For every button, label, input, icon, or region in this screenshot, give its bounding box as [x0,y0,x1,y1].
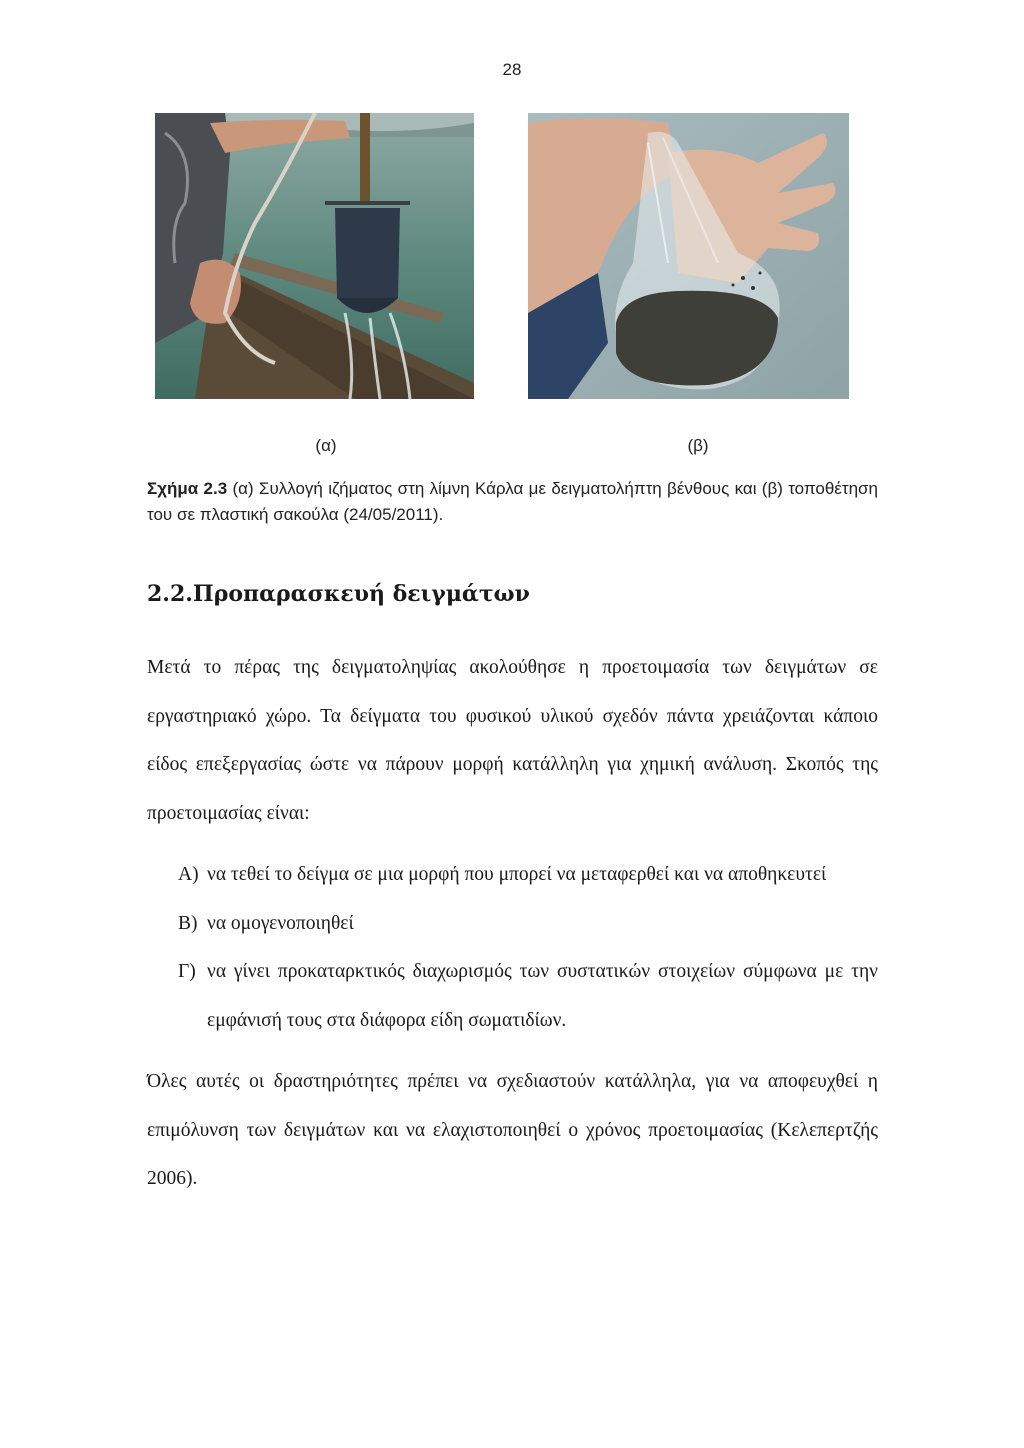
page-number: 28 [502,60,522,79]
list-marker: Α) [178,864,199,885]
body-paragraph: Μετά το πέρας της δειγματοληψίας ακολούθησε η προετοιμασία των δειγμάτων σε εργαστηριακό χώρο. Τα δείγματα του φυσικού υλικού σχεδόν πάντα χρειάζονται κάποιο είδος επεξεργασίας ώστε να πάρουν μορφή κατάλληλη για χημική ανάλυση. Σκοπός της προετοιμασίας είναι: [147,657,878,824]
subfigure-label-a: (α) [315,436,337,455]
caption-label: Σχήμα 2.3 [147,479,228,498]
list-item [147,900,878,949]
body-paragraph: Όλες αυτές οι δραστηριότητες πρέπει να σχεδιαστούν κατάλληλα, για να αποφευχθεί η επιμόλυνση των δειγμάτων και να ελαχιστοποιηθεί ο χρόνος προετοιμασίας (Κελεπερτζής 2006). [147,1071,878,1189]
list-item [147,851,878,900]
list-item-text: να γίνει προκαταρκτικός διαχωρισμός των συστατικών στοιχείων σύμφωνα με την εμφάνισή τους στα διάφορα είδη σωματιδίων. [207,961,878,1031]
photo-sediment-sampler [155,113,474,399]
subfigure-label-b: (β) [687,436,709,455]
photo-sediment-bag [528,113,849,399]
purpose-list [147,851,878,1045]
list-marker: Β) [178,912,198,934]
section-heading: 2.2.Προπαρασκευή δειγμάτων [147,581,530,607]
list-item-text: να τεθεί το δείγμα σε μια μορφή που μπορεί να μεταφερθεί και να αποθηκευτεί [207,864,827,885]
list-item [147,948,878,1045]
figure-caption [147,476,878,528]
list-marker: Γ) [178,961,196,982]
caption-text: (α) Συλλογή ιζήματος στη λίμνη Κάρλα με δειγματολήπτη βένθους και (β) τοποθέτηση του σε πλαστική σακούλα (24/05/2011). [147,479,878,524]
list-item-text: να ομογενοποιηθεί [207,912,354,934]
